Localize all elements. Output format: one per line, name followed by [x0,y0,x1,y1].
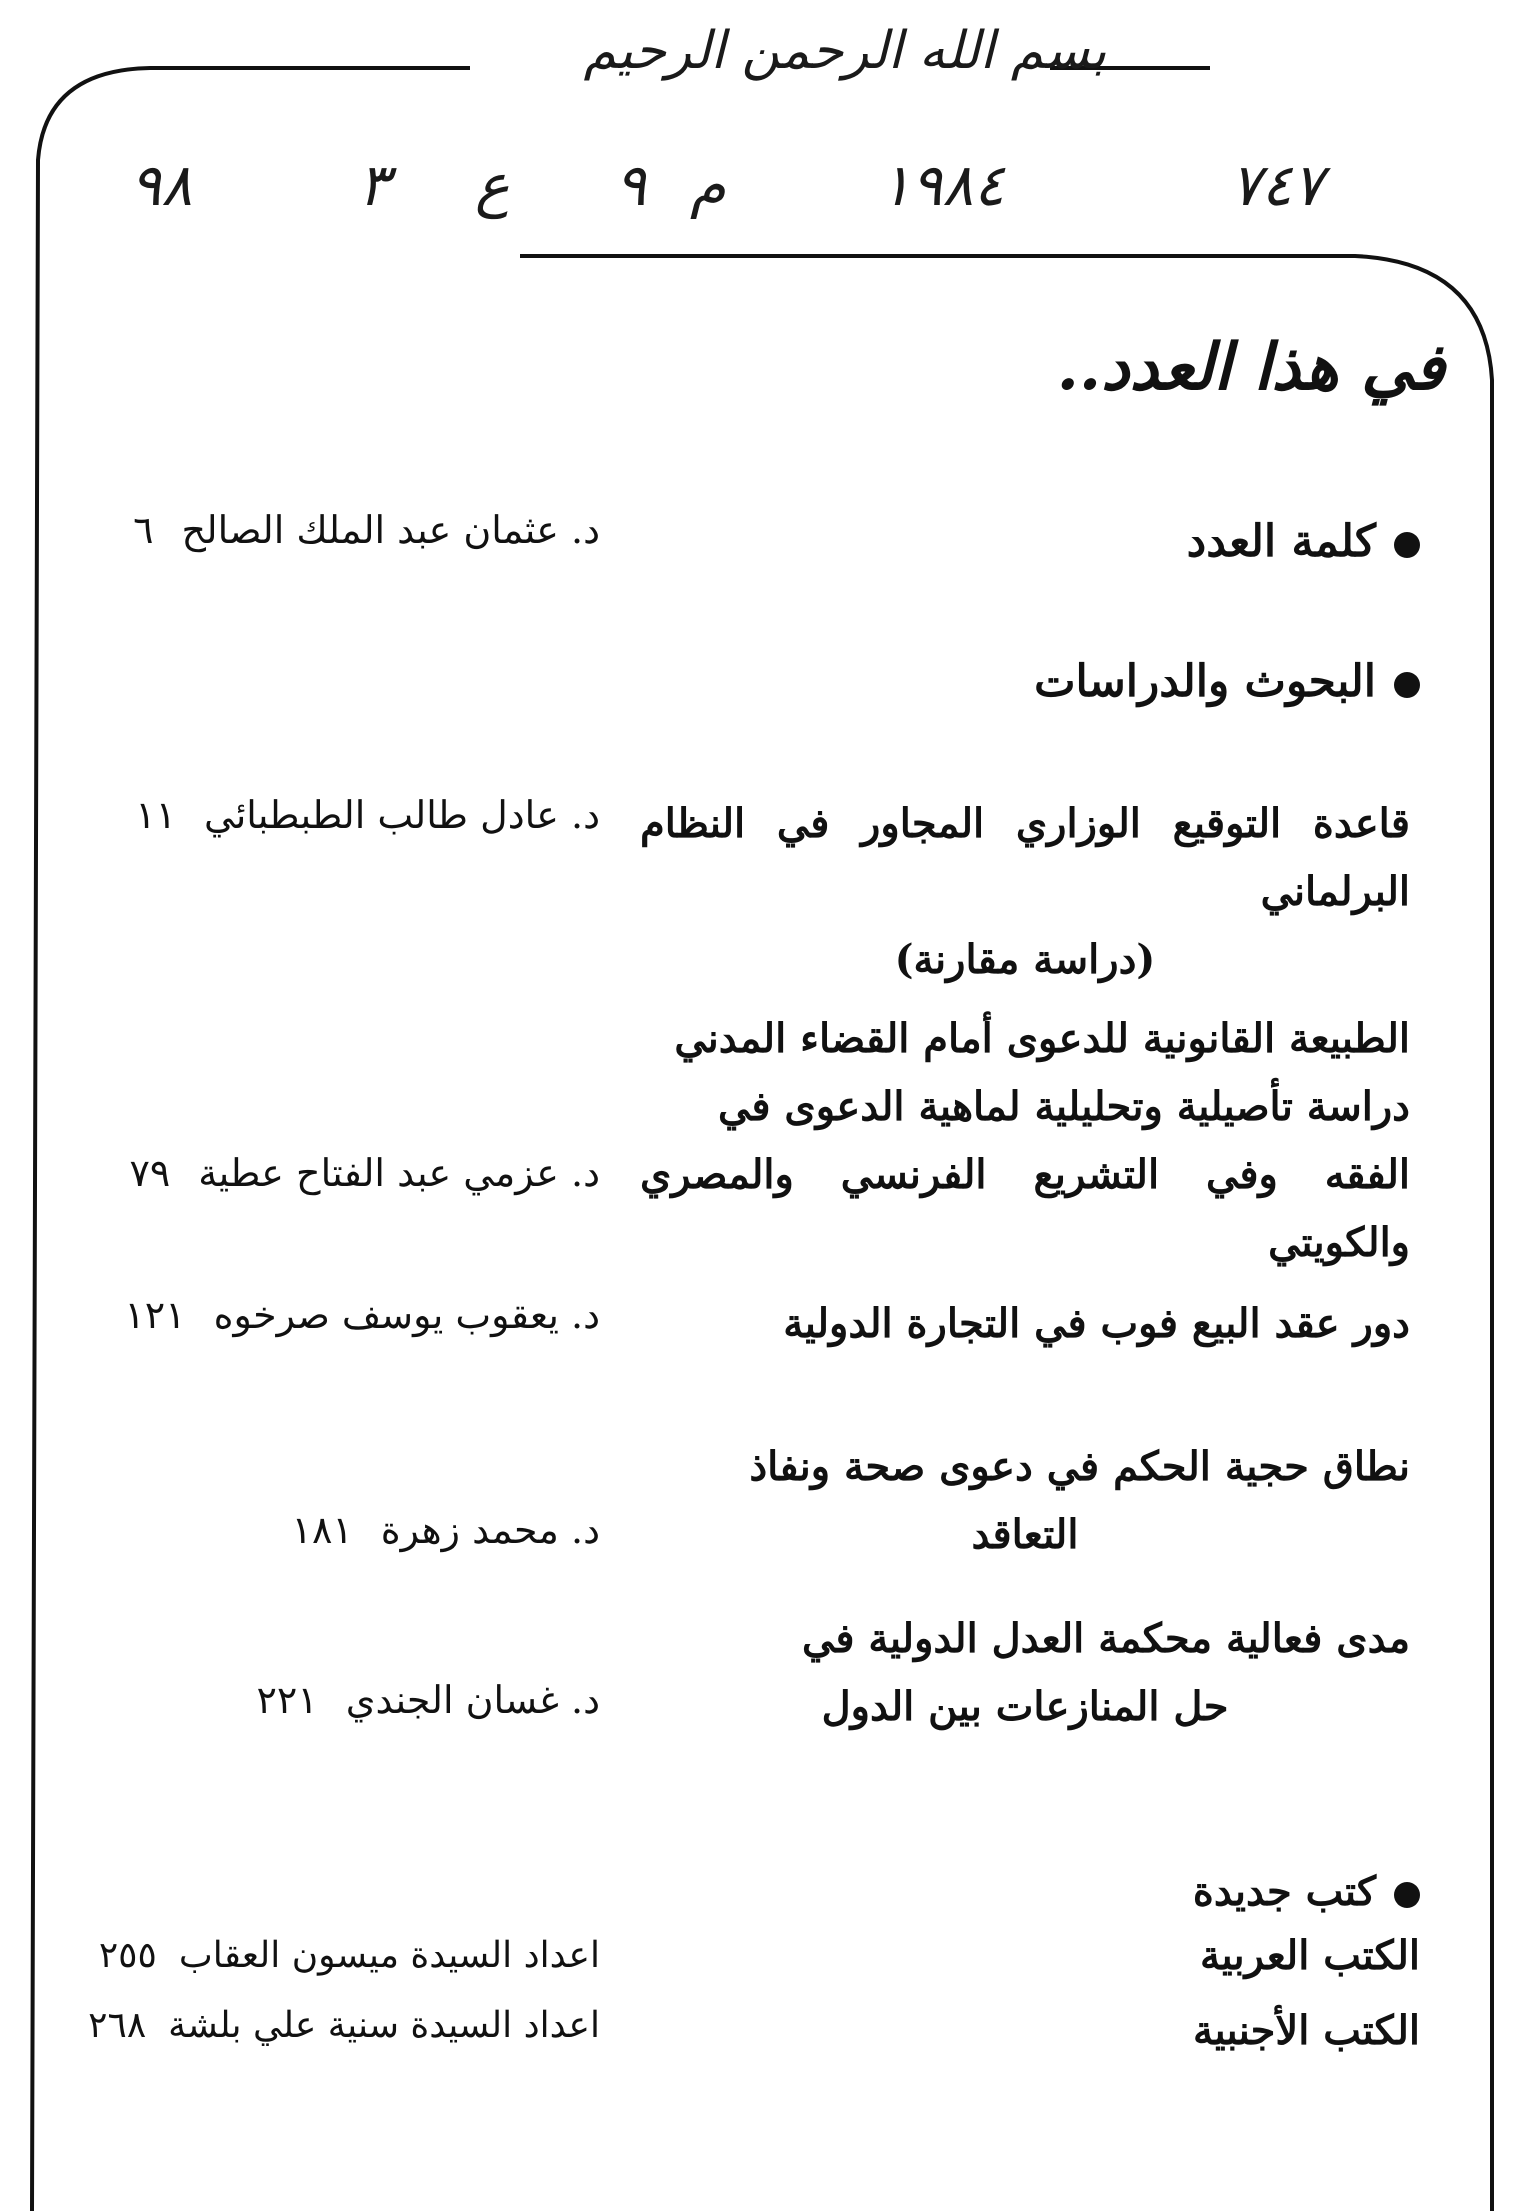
author-name: د. محمد زهرة [380,1508,600,1552]
title-line: قاعدة التوقيع الوزاري المجاور في النظام البرلماني [640,800,1410,915]
bullet-icon [1394,532,1420,558]
handwritten-letter: ع [475,151,510,219]
books-category: الكتب الأجنبية [1193,2007,1420,2054]
contents-heading: في هذا العدد.. [1056,330,1445,405]
page-number: ١٢١ [124,1293,186,1337]
title-line: مدى فعالية محكمة العدل الدولية في [801,1615,1410,1662]
handwritten-number: ٣ [358,151,390,219]
research-section [1034,650,1420,714]
title-line: دور عقد البيع فوب في التجارة الدولية [783,1300,1410,1347]
section-label: كتب جديدة [1192,1868,1376,1915]
handwritten-letter: م [690,151,726,219]
section-label: البحوث والدراسات [1034,656,1376,707]
article-title [640,1605,1410,1741]
article-author-line [50,1500,600,1560]
article-title [640,1433,1410,1569]
bullet-icon [1394,672,1420,698]
title-line: (دراسة مقارنة) [894,936,1156,983]
page-number: ١١ [135,793,177,837]
page-number: ٢٥٥ [98,1935,157,1976]
handwritten-year: ١٩٨٤ [880,151,1005,219]
handwritten-number: ٩٨ [130,151,193,219]
article-title [640,1290,1410,1358]
author-name: د. عزمي عبد الفتاح عطية [198,1151,600,1195]
new-books-section [1193,1860,1420,1924]
page-number: ٦ [133,508,154,552]
page-number: ٢٦٨ [88,2005,147,2046]
author-name: د. يعقوب يوسف صرخوه [213,1293,600,1337]
article-author-line [50,1285,600,1345]
article-author-line [50,785,600,845]
basmala: بسم الله الرحمن الرحيم [583,21,1107,81]
article-author-line [50,1670,600,1730]
author-name: د. عثمان عبد الملك الصالح [181,508,600,552]
prepared-by: اعداد السيدة سنية علي بلشة [168,2005,600,2046]
title-line: الفقه وفي التشريع الفرنسي والمصري والكويتي [640,1151,1410,1266]
books-category: الكتب العربية [1200,1932,1420,1979]
prepared-by: اعداد السيدة ميسون العقاب [178,1935,600,1976]
title-line: دراسة تأصيلية وتحليلية لماهية الدعوى في [718,1083,1410,1130]
editorial-section [1187,510,1420,574]
title-line: الطبيعة القانونية للدعوى أمام القضاء المدني [674,1015,1410,1062]
page-number: ٢٢١ [256,1678,318,1722]
author-name: د. غسان الجندي [345,1678,600,1722]
article-title [640,790,1410,994]
handwritten-number: ٩ [615,151,647,219]
books-prepared-line [30,1920,600,1992]
editorial-author-line [50,500,600,560]
page-number: ١٨١ [291,1508,353,1552]
title-line: التعاقد [971,1511,1079,1558]
title-line: حل المنازعات بين الدول [821,1683,1229,1730]
handwritten-number: ٧٤٧ [1230,151,1324,219]
title-line: نطاق حجية الحكم في دعوى صحة ونفاذ [749,1443,1410,1490]
author-name: د. عادل طالب الطبطبائي [204,793,600,837]
bullet-icon [1394,1882,1420,1908]
article-author-line [50,1143,600,1203]
section-label: كلمة العدد [1186,516,1376,567]
page-number: ٧٩ [129,1151,171,1195]
books-prepared-line [30,1990,600,2062]
article-title [640,1005,1410,1277]
